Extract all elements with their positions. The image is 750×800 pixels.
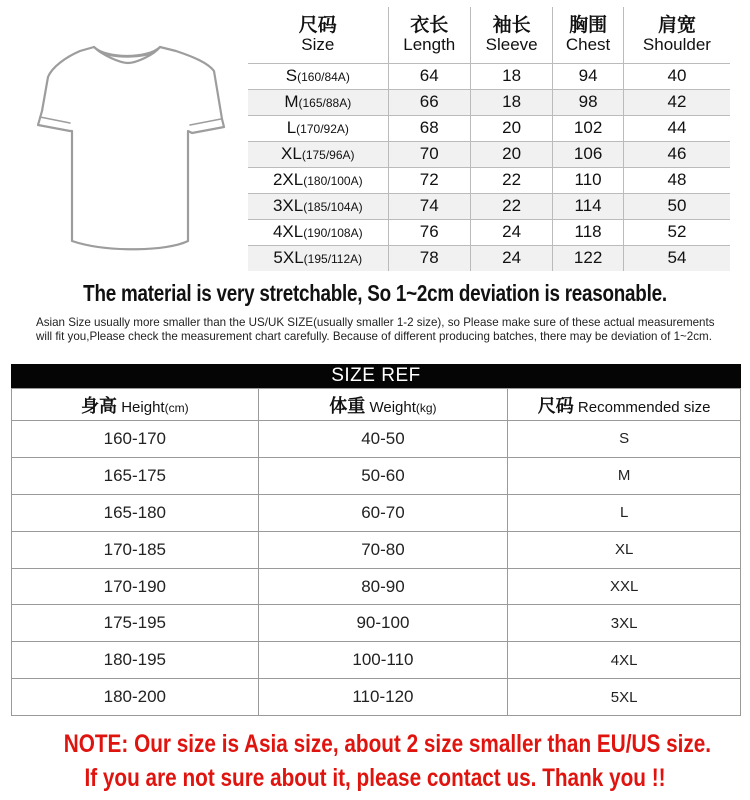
height-cell: 165-180: [12, 494, 259, 531]
shoulder-cell: 50: [623, 193, 730, 219]
table-row: [248, 63, 730, 89]
weight-cell: 70-80: [258, 531, 508, 568]
chest-cell: 114: [553, 193, 624, 219]
asia-size-warning: NOTE: Our size is Asia size, about 2 size smaller than EU/US size.: [63, 730, 712, 758]
height-cell: 170-190: [12, 568, 259, 605]
weight-cell: 60-70: [258, 494, 508, 531]
table-row: [248, 167, 730, 193]
height-cell: 165-175: [12, 457, 259, 494]
shoulder-cell: 48: [623, 167, 730, 193]
size-ref-title: SIZE REF: [11, 364, 741, 388]
table-row: [12, 494, 741, 531]
chest-cell: 98: [553, 89, 624, 115]
weight-cell: 90-100: [258, 605, 508, 642]
height-cell: 175-195: [12, 605, 259, 642]
stretch-note: The material is very stretchable, So 1~2cm deviation is reasonable.: [83, 280, 667, 306]
shoulder-cell: 44: [623, 115, 730, 141]
table-row: [248, 115, 730, 141]
length-cell: 70: [388, 141, 470, 167]
size-cell: 4XL: [508, 642, 741, 679]
size-cell: XL: [508, 531, 741, 568]
size-cell: 2XL(180/100A): [272, 170, 363, 189]
weight-cell: 50-60: [258, 457, 508, 494]
table-row: [248, 141, 730, 167]
table-row: [12, 421, 741, 458]
size-cell: XL(175/96A): [281, 144, 355, 163]
length-cell: 64: [388, 63, 470, 89]
size-ref-table: [11, 388, 741, 716]
table-row: [248, 219, 730, 245]
sleeve-cell: 22: [470, 193, 552, 219]
height-cell: 180-195: [12, 642, 259, 679]
size-cell: L(170/92A): [286, 118, 349, 137]
height-cell: 170-185: [12, 531, 259, 568]
length-cell: 68: [388, 115, 470, 141]
height-cell: 180-200: [12, 679, 259, 716]
size-cell: XXL: [508, 568, 741, 605]
weight-cell: 110-120: [258, 679, 508, 716]
shoulder-cell: 46: [623, 141, 730, 167]
size-cell: L: [508, 494, 741, 531]
sleeve-cell: 24: [470, 219, 552, 245]
header-chest: 胸围 Chest: [553, 7, 624, 63]
height-cell: 160-170: [12, 421, 259, 458]
weight-cell: 40-50: [258, 421, 508, 458]
sleeve-cell: 22: [470, 167, 552, 193]
table-row: [12, 568, 741, 605]
size-cell: S(160/84A): [285, 66, 350, 85]
contact-us-note: If you are not sure about it, please contact us. Thank you !!: [84, 764, 666, 792]
length-cell: 66: [388, 89, 470, 115]
chest-cell: 110: [553, 167, 624, 193]
shoulder-cell: 40: [623, 63, 730, 89]
size-cell: M: [508, 457, 741, 494]
table-row: [12, 605, 741, 642]
size-cell: 5XL(195/112A): [273, 248, 363, 268]
sleeve-cell: 24: [470, 245, 552, 271]
sleeve-cell: 18: [470, 89, 552, 115]
table-row: [248, 193, 730, 219]
weight-cell: 100-110: [258, 642, 508, 679]
size-cell: 4XL(190/108A): [272, 222, 363, 241]
tshirt-outline-illustration: [8, 7, 248, 272]
size-cell: 5XL: [508, 679, 741, 716]
size-cell: S: [508, 421, 741, 458]
header-sleeve: 袖长 Sleeve: [470, 7, 552, 63]
size-chart-section: [8, 7, 730, 272]
weight-cell: 80-90: [258, 568, 508, 605]
table-row: [12, 531, 741, 568]
header-height: 身高 Height(cm): [12, 389, 259, 421]
measurement-table: [248, 7, 730, 271]
sleeve-cell: 18: [470, 63, 552, 89]
chest-cell: 106: [553, 141, 624, 167]
size-ref-header-row: [12, 389, 741, 421]
length-cell: 74: [388, 193, 470, 219]
asian-size-note: Asian Size usually more smaller than the US/UK SIZE(usually smaller 1-2 size), so Please make sure of these actual measurements will fit you,Please check the measurement chart carefully. Because of different producing batches, there may be deviation of 1~2cm.: [36, 316, 715, 343]
length-cell: 72: [388, 167, 470, 193]
size-cell: 3XL(185/104A): [272, 196, 363, 215]
chest-cell: 118: [553, 219, 624, 245]
shoulder-cell: 42: [623, 89, 730, 115]
size-cell: M(165/88A): [284, 92, 352, 111]
header-length: 衣长 Length: [388, 7, 470, 63]
tshirt-icon: [8, 7, 248, 272]
table-row: [248, 245, 730, 271]
chest-cell: 102: [553, 115, 624, 141]
table-row: [12, 679, 741, 716]
chest-cell: 122: [553, 245, 624, 271]
shoulder-cell: 52: [623, 219, 730, 245]
header-shoulder: 肩宽 Shoulder: [623, 7, 730, 63]
measurement-header-row: [248, 7, 730, 63]
table-row: [12, 642, 741, 679]
chest-cell: 94: [553, 63, 624, 89]
size-cell: 3XL: [508, 605, 741, 642]
sleeve-cell: 20: [470, 141, 552, 167]
header-recommended-size: 尺码 Recommended size: [508, 389, 741, 421]
shoulder-cell: 54: [623, 245, 730, 271]
sleeve-cell: 20: [470, 115, 552, 141]
length-cell: 78: [388, 245, 470, 271]
header-weight: 体重 Weight(kg): [258, 389, 508, 421]
length-cell: 76: [388, 219, 470, 245]
table-row: [12, 457, 741, 494]
table-row: [248, 89, 730, 115]
header-size: 尺码 Size: [298, 13, 337, 54]
